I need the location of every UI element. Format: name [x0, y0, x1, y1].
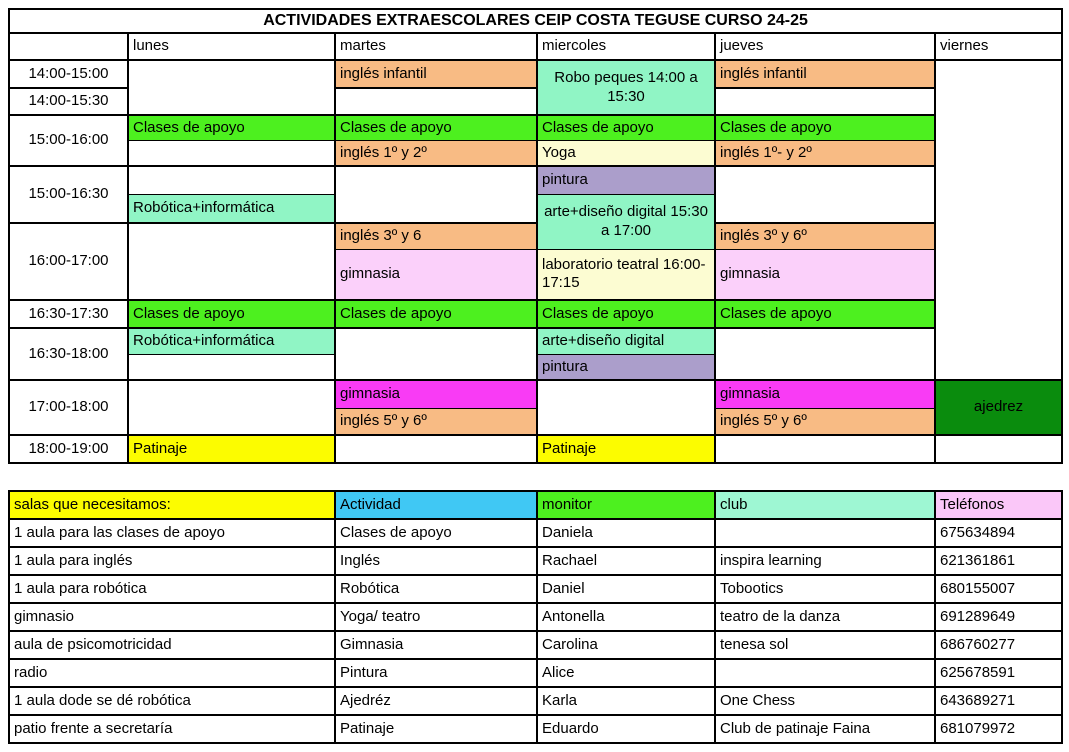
- club-cell: tenesa sol: [715, 631, 935, 659]
- empty-cell: [335, 88, 537, 115]
- info-row: [9, 631, 1062, 659]
- cell-pintura-miercoles: pintura: [537, 354, 715, 380]
- time-slot: 18:00-19:00: [9, 435, 128, 463]
- cell-clases-apoyo-martes: Clases de apoyo: [335, 115, 537, 140]
- sala-cell: 1 aula para inglés: [9, 547, 335, 575]
- cell-gimnasia-jueves: gimnasia: [715, 249, 935, 300]
- time-slot: 14:00-15:00: [9, 60, 128, 88]
- cell-clases-apoyo-lunes: Clases de apoyo: [128, 115, 335, 140]
- cell-clases-apoyo-miercoles: Clases de apoyo: [537, 115, 715, 140]
- time-slot: 16:30-18:00: [9, 328, 128, 380]
- cell-ajedrez-viernes: ajedrez: [935, 380, 1062, 435]
- cell-ingles-1-2-jueves: inglés 1º- y 2º: [715, 140, 935, 166]
- cell-clases-apoyo-miercoles: Clases de apoyo: [537, 300, 715, 328]
- telefono-cell: 621361861: [935, 547, 1062, 575]
- cell-laboratorio-teatral-miercoles: laboratorio teatral 16:00-17:15: [537, 249, 715, 300]
- empty-cell: [935, 60, 1062, 380]
- info-row: [9, 687, 1062, 715]
- actividad-cell: Gimnasia: [335, 631, 537, 659]
- sala-cell: gimnasio: [9, 603, 335, 631]
- actividad-cell: Inglés: [335, 547, 537, 575]
- cell-ingles-3-6-jueves: inglés 3º y 6º: [715, 223, 935, 249]
- telefono-cell: 675634894: [935, 519, 1062, 547]
- cell-clases-apoyo-lunes: Clases de apoyo: [128, 300, 335, 328]
- cell-ingles-5-6-martes: inglés 5º y 6º: [335, 408, 537, 435]
- cell-ingles-infantil-jueves: inglés infantil: [715, 60, 935, 88]
- actividad-cell: Yoga/ teatro: [335, 603, 537, 631]
- cell-patinaje-miercoles: Patinaje: [537, 435, 715, 463]
- telefono-cell: 691289649: [935, 603, 1062, 631]
- cell-gimnasia-jueves: gimnasia: [715, 380, 935, 408]
- sala-cell: radio: [9, 659, 335, 687]
- empty-cell: [335, 435, 537, 463]
- table-title: ACTIVIDADES EXTRAESCOLARES CEIP COSTA TEGUSE CURSO 24-25: [9, 9, 1062, 33]
- empty-cell: [128, 140, 335, 166]
- empty-cell: [128, 60, 335, 115]
- cell-clases-apoyo-jueves: Clases de apoyo: [715, 300, 935, 328]
- cell-arte-diseno-digital-miercoles: arte+diseño digital: [537, 328, 715, 354]
- empty-cell: [715, 88, 935, 115]
- info-row: [9, 547, 1062, 575]
- empty-cell: [935, 435, 1062, 463]
- club-cell: [715, 659, 935, 687]
- club-cell: inspira learning: [715, 547, 935, 575]
- monitor-cell: Antonella: [537, 603, 715, 631]
- sala-cell: 1 aula para las clases de apoyo: [9, 519, 335, 547]
- info-header-monitor: monitor: [537, 491, 715, 519]
- cell-ingles-5-6-jueves: inglés 5º y 6º: [715, 408, 935, 435]
- telefono-cell: 680155007: [935, 575, 1062, 603]
- info-row: [9, 603, 1062, 631]
- empty-cell: [128, 380, 335, 435]
- sala-cell: 1 aula para robótica: [9, 575, 335, 603]
- info-header-telefonos: Teléfonos: [935, 491, 1062, 519]
- club-cell: teatro de la danza: [715, 603, 935, 631]
- info-row: [9, 715, 1062, 743]
- telefono-cell: 681079972: [935, 715, 1062, 743]
- empty-cell: [335, 328, 537, 380]
- monitor-cell: Daniel: [537, 575, 715, 603]
- time-slot: 14:00-15:30: [9, 88, 128, 115]
- info-header-row: [9, 491, 1062, 519]
- monitor-cell: Alice: [537, 659, 715, 687]
- empty-cell: [335, 166, 537, 223]
- actividad-cell: Clases de apoyo: [335, 519, 537, 547]
- time-slot: 16:00-17:00: [9, 223, 128, 300]
- cell-yoga-miercoles: Yoga: [537, 140, 715, 166]
- telefono-cell: 625678591: [935, 659, 1062, 687]
- day-header-jueves: jueves: [715, 33, 935, 60]
- club-cell: Club de patinaje Faina: [715, 715, 935, 743]
- club-cell: [715, 519, 935, 547]
- empty-cell: [128, 223, 335, 300]
- schedule-table: [8, 8, 1063, 464]
- day-header-martes: martes: [335, 33, 537, 60]
- cell-robotica-informatica-lunes: Robótica+informática: [128, 328, 335, 354]
- day-header-lunes: lunes: [128, 33, 335, 60]
- telefono-cell: 643689271: [935, 687, 1062, 715]
- cell-ingles-infantil-martes: inglés infantil: [335, 60, 537, 88]
- empty-corner-cell: [9, 33, 128, 60]
- info-header-club: club: [715, 491, 935, 519]
- monitor-cell: Eduardo: [537, 715, 715, 743]
- info-header-salas: salas que necesitamos:: [9, 491, 335, 519]
- actividad-cell: Patinaje: [335, 715, 537, 743]
- info-table: [8, 490, 1063, 744]
- club-cell: One Chess: [715, 687, 935, 715]
- info-row: [9, 659, 1062, 687]
- monitor-cell: Carolina: [537, 631, 715, 659]
- monitor-cell: Daniela: [537, 519, 715, 547]
- empty-cell: [128, 166, 335, 194]
- empty-cell: [715, 166, 935, 223]
- cell-gimnasia-martes: gimnasia: [335, 249, 537, 300]
- info-row: [9, 575, 1062, 603]
- sala-cell: patio frente a secretaría: [9, 715, 335, 743]
- info-header-actividad: Actividad: [335, 491, 537, 519]
- cell-robotica-informatica-lunes: Robótica+informática: [128, 194, 335, 223]
- empty-cell: [537, 380, 715, 435]
- time-slot: 17:00-18:00: [9, 380, 128, 435]
- actividad-cell: Pintura: [335, 659, 537, 687]
- club-cell: Tobootics: [715, 575, 935, 603]
- monitor-cell: Rachael: [537, 547, 715, 575]
- cell-clases-apoyo-jueves: Clases de apoyo: [715, 115, 935, 140]
- cell-robo-peques-miercoles: Robo peques 14:00 a 15:30: [537, 60, 715, 115]
- sala-cell: aula de psicomotricidad: [9, 631, 335, 659]
- time-slot: 15:00-16:30: [9, 166, 128, 223]
- time-slot: 15:00-16:00: [9, 115, 128, 166]
- empty-cell: [715, 328, 935, 380]
- empty-cell: [128, 354, 335, 380]
- day-header-viernes: viernes: [935, 33, 1062, 60]
- monitor-cell: Karla: [537, 687, 715, 715]
- cell-arte-diseno-digital-miercoles: arte+diseño digital 15:30 a 17:00: [537, 194, 715, 249]
- info-row: [9, 519, 1062, 547]
- empty-cell: [715, 435, 935, 463]
- time-slot: 16:30-17:30: [9, 300, 128, 328]
- cell-ingles-3-6-martes: inglés 3º y 6: [335, 223, 537, 249]
- sala-cell: 1 aula dode se dé robótica: [9, 687, 335, 715]
- actividad-cell: Robótica: [335, 575, 537, 603]
- actividad-cell: Ajedréz: [335, 687, 537, 715]
- cell-ingles-1-2-martes: inglés 1º y 2º: [335, 140, 537, 166]
- cell-pintura-miercoles: pintura: [537, 166, 715, 194]
- cell-gimnasia-martes: gimnasia: [335, 380, 537, 408]
- cell-clases-apoyo-martes: Clases de apoyo: [335, 300, 537, 328]
- cell-patinaje-lunes: Patinaje: [128, 435, 335, 463]
- telefono-cell: 686760277: [935, 631, 1062, 659]
- day-header-miercoles: miercoles: [537, 33, 715, 60]
